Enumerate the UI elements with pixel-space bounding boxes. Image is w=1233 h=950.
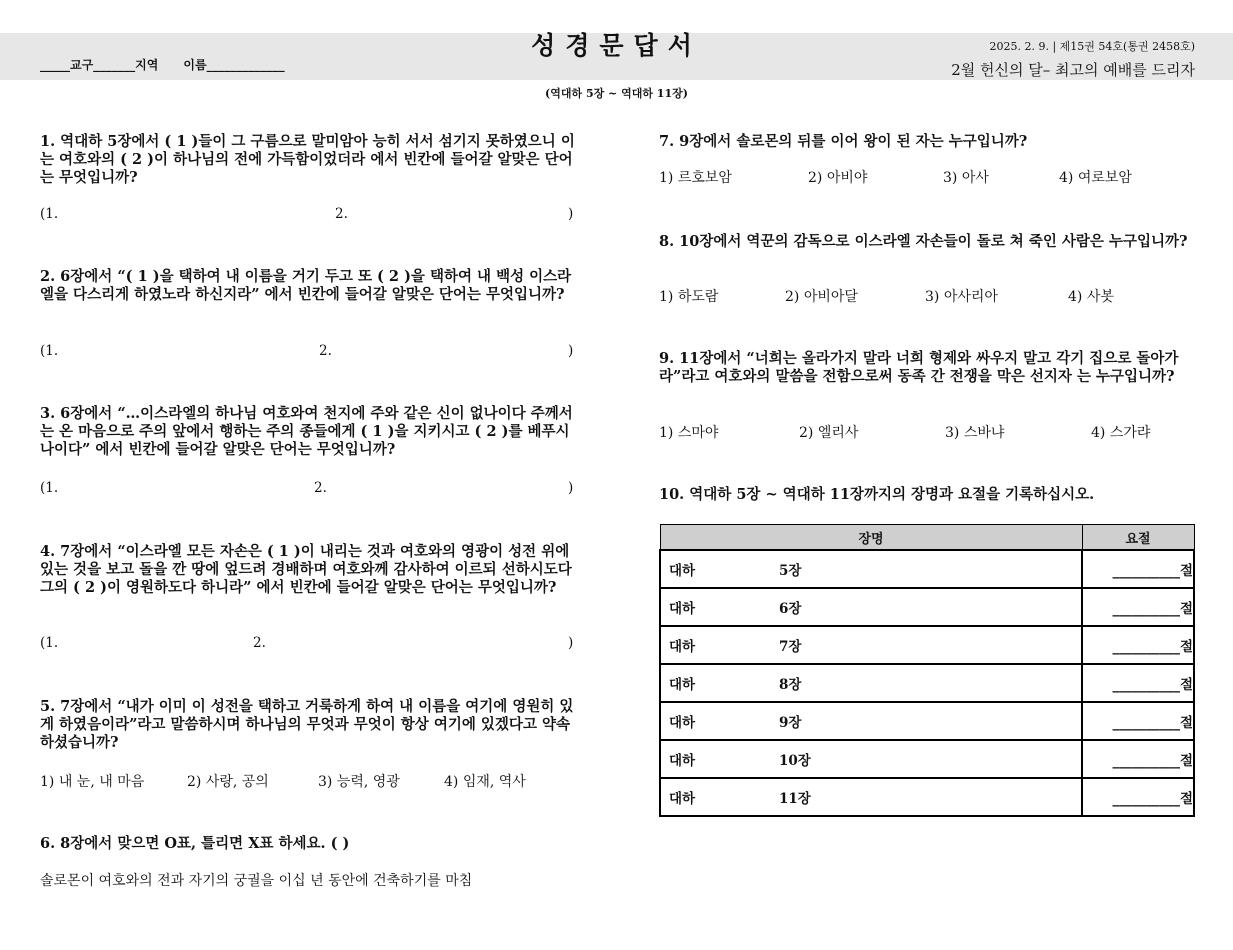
- chapter-cell: [660, 740, 1082, 778]
- question-10: 10. 역대하 5장 ~ 역대하 11장까지의 장명과 요절을 기록하십시오.: [659, 486, 1095, 503]
- book-label: 대하: [669, 601, 696, 617]
- q8-option-4: 4) 사봇: [1068, 289, 1114, 305]
- table-row: [660, 664, 1194, 702]
- q3-blank-end: ): [568, 480, 574, 496]
- verse-answer-field[interactable]: __________절: [1082, 626, 1194, 664]
- issue-info: 2025. 2. 9. | 제15권 54호(통권 2458호): [989, 40, 1195, 53]
- q1-blank-2: 2.: [335, 206, 348, 222]
- question-8: 8. 10장에서 역꾼의 감독으로 이스라엘 자손들이 돌로 쳐 죽인 사람은 누구입니까?: [659, 233, 1188, 250]
- verse-answer-field[interactable]: __________절: [1082, 740, 1194, 778]
- verse-answer-field[interactable]: __________절: [1082, 702, 1194, 740]
- question-6: 6. 8장에서 맞으면 O표, 틀리면 X표 하세요. ( ): [40, 835, 350, 852]
- table-row: [660, 626, 1194, 664]
- question-5: 5. 7장에서 “내가 이미 이 성전을 택하고 거룩하게 하여 내 이름을 여기에 영원히 있게 하였음이라”라고 말씀하시며 하나님의 무엇과 무엇이 항상 여기에 있겠다고 약속하셨습니까?: [40, 698, 574, 751]
- verse-answer-field[interactable]: __________절: [1082, 550, 1194, 588]
- q9-option-2: 2) 엘리사: [799, 425, 859, 441]
- table-row: [660, 550, 1194, 588]
- verse-answer-field[interactable]: __________절: [1082, 778, 1194, 816]
- q2-blank-end: ): [568, 343, 574, 359]
- question-4: 4. 7장에서 “이스라엘 모든 자손은 ( 1 )이 내리는 것과 여호와의 영광이 성전 위에 있는 것을 보고 돌을 깐 땅에 엎드려 경배하며 여호와께 감사하여 이르되 선하시도다 그의 ( 2 )이 영원하도다 하니라” 에서 빈칸에 들어갈 알맞은 단어는 무엇입니까?: [40, 543, 572, 596]
- q9-option-3: 3) 스바냐: [945, 425, 1005, 441]
- q7-option-3: 3) 아사: [943, 170, 989, 186]
- chapter-label: 9장: [779, 715, 802, 731]
- q2-blank-2: 2.: [319, 343, 332, 359]
- book-label: 대하: [669, 715, 696, 731]
- q7-option-4: 4) 여로보암: [1059, 170, 1132, 186]
- book-label: 대하: [669, 677, 696, 693]
- q5-option-3: 3) 능력, 영광: [318, 774, 400, 790]
- question-3: 3. 6장에서 “…이스라엘의 하나님 여호와여 천지에 주와 같은 신이 없나이다 주께서는 온 마음으로 주의 앞에서 행하는 주의 종들에게 ( 1 )을 지키시고 ( 2 )를 베푸시나이다” 에서 빈칸에 들어갈 알맞은 단어는 무엇입니까?: [40, 405, 573, 458]
- chapter-label: 7장: [779, 639, 802, 655]
- question-2: 2. 6장에서 “( 1 )을 택하여 내 이름을 거기 두고 또 ( 2 )을 택하여 내 백성 이스라엘을 다스리게 하였노라 하신지라” 에서 빈칸에 들어갈 알맞은 단어는 무엇입니까?: [40, 268, 572, 303]
- chapter-label: 11장: [779, 791, 811, 807]
- verse-answer-field[interactable]: __________절: [1082, 664, 1194, 702]
- question-1: 1. 역대하 5장에서 ( 1 )들이 그 구름으로 말미암아 능히 서서 섬기지 못하였으니 이는 여호와의 ( 2 )이 하나님의 전에 가득함이었더라 에서 빈칸에 들어갈 알맞은 단어는 무엇입니까?: [40, 133, 575, 186]
- chapter-cell: [660, 550, 1082, 588]
- q4-blank-end: ): [568, 635, 574, 651]
- question-7: 7. 9장에서 솔로몬의 뒤를 이어 왕이 된 자는 누구입니까?: [659, 133, 1028, 150]
- question-9: 9. 11장에서 “너희는 올라가지 말라 너희 형제와 싸우지 말고 각기 집으로 돌아가라”라고 여호와의 말씀을 전함으로써 동족 간 전쟁을 막은 선지자 는 누구입니까?: [659, 350, 1179, 385]
- header-key-verse: 요절: [1082, 525, 1194, 551]
- q4-blank-1: (1.: [40, 635, 59, 651]
- book-label: 대하: [669, 639, 696, 655]
- header-chapter-name: 장명: [660, 525, 1082, 551]
- table-row: [660, 588, 1194, 626]
- table-row: [660, 702, 1194, 740]
- q8-option-2: 2) 아비아달: [785, 289, 858, 305]
- q7-option-2: 2) 아비야: [808, 170, 868, 186]
- table-row: [660, 740, 1194, 778]
- chapter-label: 6장: [779, 601, 802, 617]
- table-row: [660, 778, 1194, 816]
- name-fields: _____교구_______지역 이름_____________: [40, 58, 285, 72]
- book-label: 대하: [669, 791, 696, 807]
- page-title: 성경문답서: [531, 31, 702, 60]
- q6-statement: 솔로몬이 여호와의 전과 자기의 궁궐을 이십 년 동안에 건축하기를 마침: [40, 873, 473, 889]
- verse-answer-field[interactable]: __________절: [1082, 588, 1194, 626]
- q5-option-4: 4) 임재, 역사: [444, 774, 526, 790]
- chapter-cell: [660, 626, 1082, 664]
- q7-option-1: 1) 르호보암: [659, 170, 732, 186]
- chapter-cell: [660, 702, 1082, 740]
- chapter-label: 8장: [779, 677, 802, 693]
- chapter-cell: [660, 778, 1082, 816]
- q8-option-3: 3) 아사리아: [925, 289, 998, 305]
- q5-option-2: 2) 사랑, 공의: [187, 774, 269, 790]
- q9-option-1: 1) 스마야: [659, 425, 719, 441]
- q9-option-4: 4) 스가랴: [1091, 425, 1151, 441]
- book-label: 대하: [669, 753, 696, 769]
- q1-blank-end: ): [568, 206, 574, 222]
- chapter-cell: [660, 664, 1082, 702]
- q3-blank-2: 2.: [314, 480, 327, 496]
- q8-option-1: 1) 하도람: [659, 289, 719, 305]
- q1-blank-1: (1.: [40, 206, 59, 222]
- chapter-label: 10장: [779, 753, 811, 769]
- chapter-range: (역대하 5장 ~ 역대하 11장): [545, 87, 688, 100]
- chapter-cell: [660, 588, 1082, 626]
- chapter-verse-table: [659, 524, 1195, 817]
- q3-blank-1: (1.: [40, 480, 59, 496]
- q4-blank-2: 2.: [253, 635, 266, 651]
- chapter-label: 5장: [779, 563, 802, 579]
- month-motto: 2월 헌신의 달– 최고의 예배를 드리자: [951, 61, 1195, 79]
- book-label: 대하: [669, 563, 696, 579]
- q5-option-1: 1) 내 눈, 내 마음: [40, 774, 145, 790]
- q2-blank-1: (1.: [40, 343, 59, 359]
